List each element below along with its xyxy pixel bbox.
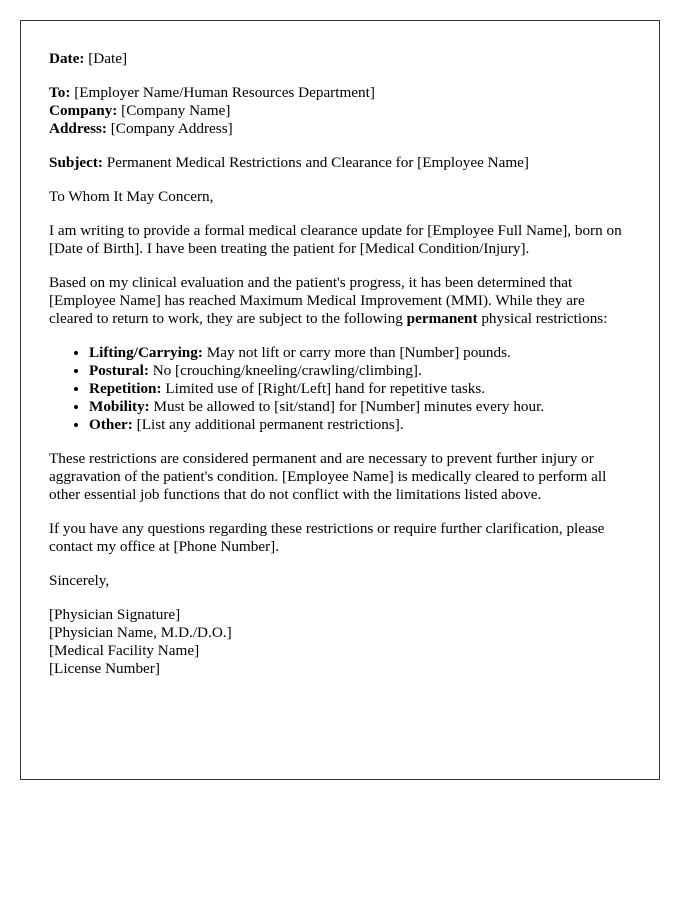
date-label: Date:: [49, 50, 85, 67]
salutation: To Whom It May Concern,: [49, 188, 214, 205]
physician-signature: [Physician Signature]: [49, 606, 181, 623]
medical-facility: [Medical Facility Name]: [49, 642, 200, 659]
company-label: Company:: [49, 102, 118, 119]
subject-line: [49, 154, 631, 172]
physician-name: [Physician Name, M.D./D.O.]: [49, 624, 232, 641]
address-label: Address:: [49, 120, 107, 137]
to-value: [Employer Name/Human Resources Department]: [74, 84, 375, 101]
to-label: To:: [49, 84, 71, 101]
company-value: [Company Name]: [121, 102, 231, 119]
mmi-paragraph: Based on my clinical evaluation and the patient's progress, it has been determined that [Employee Name] has reached Maximum Medical Improvement (MMI). While they are cleared to return to work, they are subject to the following permanent physical restrictions:: [49, 274, 608, 327]
restriction-item: • Repetition: Limited use of [Right/Left] hand for repetitive tasks.: [89, 380, 631, 398]
intro-paragraph: I am writing to provide a formal medical clearance update for [Employee Full Name], born on [Date of Birth]. I have been treating the patient for [Medical Condition/Injury].: [49, 222, 622, 257]
restriction-item: • Other: [List any additional permanent restrictions].: [89, 416, 631, 434]
subject-label: Subject:: [49, 154, 103, 171]
date-line: [49, 50, 631, 68]
address-line: [49, 120, 631, 138]
letter-page: [20, 20, 660, 780]
valediction: Sincerely,: [49, 572, 110, 589]
company-line: [49, 102, 631, 120]
address-value: [Company Address]: [110, 120, 233, 137]
restrictions-list: [49, 344, 631, 434]
signature-block: [49, 606, 631, 678]
to-line: [49, 84, 631, 102]
restriction-item: • Postural: No [crouching/kneeling/crawling/climbing].: [89, 362, 631, 380]
restrictions-paragraph: These restrictions are considered permanent and are necessary to prevent further injury or aggravation of the patient's condition. [Employee Name] is medically cleared to perform all other essential job functions that do not conflict with the limitations listed above.: [49, 450, 607, 503]
restriction-item: • Mobility: Must be allowed to [sit/stand] for [Number] minutes every hour.: [89, 398, 631, 416]
recipient-block: [49, 84, 631, 138]
date-value: [Date]: [88, 50, 128, 67]
restriction-item: • Lifting/Carrying: May not lift or carry more than [Number] pounds.: [89, 344, 631, 362]
license-number: [License Number]: [49, 660, 160, 677]
subject-value: Permanent Medical Restrictions and Clearance for [Employee Name]: [106, 154, 529, 171]
permanent-emphasis: permanent: [406, 310, 478, 327]
contact-paragraph: If you have any questions regarding these restrictions or require further clarification, please contact my office at [Phone Number].: [49, 520, 605, 555]
